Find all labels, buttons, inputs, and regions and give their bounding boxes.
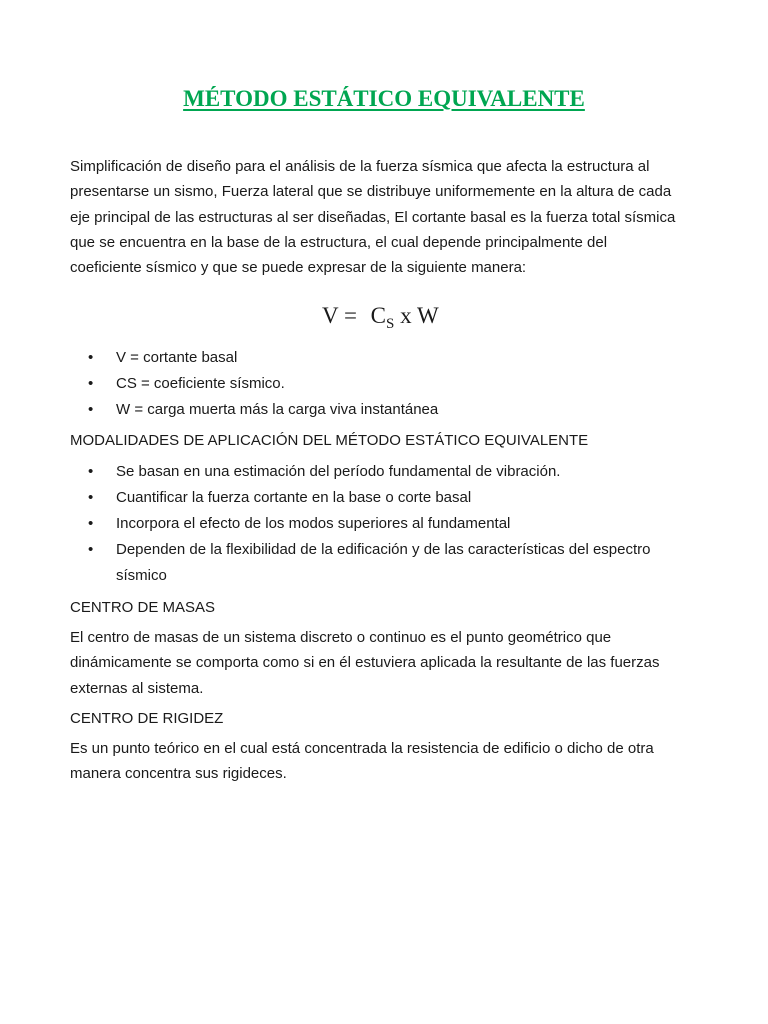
list-item — [0, 515, 768, 541]
intro-line: coeficiente sísmico y que se puede expresar de la siguiente manera: — [70, 259, 527, 277]
modalidades-heading: MODALIDADES DE APLICACIÓN DEL MÉTODO ESTÁTICO EQUIVALENTE — [70, 432, 589, 449]
document-title: MÉTODO ESTÁTICO EQUIVALENTE — [183, 86, 585, 111]
centro-masas-heading: CENTRO DE MASAS — [70, 599, 216, 616]
paragraph-line: Es un punto teórico en el cual está concentrada la resistencia de edificio o dicho de otra — [70, 740, 654, 757]
modalidad-text: Dependen de la flexibilidad de la edificación y de las características del espectro — [116, 541, 651, 558]
modalidad-text: Cuantificar la fuerza cortante en la base o corte basal — [116, 489, 472, 506]
formula-rhs: x W — [400, 303, 439, 328]
intro-line: eje principal de las estructuras al ser diseñadas, El cortante basal es la fuerza total sísmica — [70, 208, 676, 226]
intro-line: que se encuentra en la base de la estructura, el cual depende principalmente del — [70, 233, 608, 251]
bullet-icon: • — [88, 349, 94, 366]
formula-coefficient: C — [370, 303, 387, 328]
list-item — [0, 375, 768, 401]
bullet-icon: • — [88, 515, 94, 532]
centro-masas-paragraph — [70, 625, 710, 701]
paragraph-line: manera concentra sus rigideces. — [70, 765, 287, 783]
formula-coefficient-subscript: S — [386, 316, 395, 332]
definitions-list — [0, 349, 768, 427]
bullet-icon: • — [88, 463, 94, 480]
definition-text: V = cortante basal — [116, 349, 238, 366]
modalidad-text: sísmico — [116, 567, 167, 584]
centro-rigidez-paragraph — [70, 736, 710, 787]
formula-lhs: V = — [322, 303, 357, 328]
paragraph-line: El centro de masas de un sistema discreto o continuo es el punto geométrico que — [70, 629, 612, 646]
bullet-icon: • — [88, 541, 94, 558]
intro-line: Simplificación de diseño para el análisis de la fuerza sísmica que afecta la estructura al — [70, 158, 650, 175]
modalidad-text: Incorpora el efecto de los modos superiores al fundamental — [116, 515, 511, 532]
modalidades-list — [0, 463, 768, 593]
base-shear-formula — [322, 303, 439, 333]
intro-line: presentarse un sismo, Fuerza lateral que se distribuye uniformemente en la altura de cada — [70, 183, 672, 201]
list-item-continuation — [0, 567, 768, 593]
list-item — [0, 463, 768, 489]
bullet-icon: • — [88, 489, 94, 506]
list-item — [0, 349, 768, 375]
definition-text: CS = coeficiente sísmico. — [116, 375, 285, 392]
list-item — [0, 401, 768, 427]
paragraph-line: dinámicamente se comporta como si en él estuviera aplicada la resultante de las fuerzas — [70, 654, 660, 672]
bullet-icon: • — [88, 375, 94, 392]
paragraph-line: externas al sistema. — [70, 679, 204, 697]
bullet-icon: • — [88, 401, 94, 418]
list-item — [0, 541, 768, 567]
centro-rigidez-heading: CENTRO DE RIGIDEZ — [70, 710, 224, 727]
intro-paragraph — [70, 154, 710, 280]
modalidad-text: Se basan en una estimación del período fundamental de vibración. — [116, 463, 561, 480]
list-item — [0, 489, 768, 515]
definition-text: W = carga muerta más la carga viva instantánea — [116, 401, 439, 418]
